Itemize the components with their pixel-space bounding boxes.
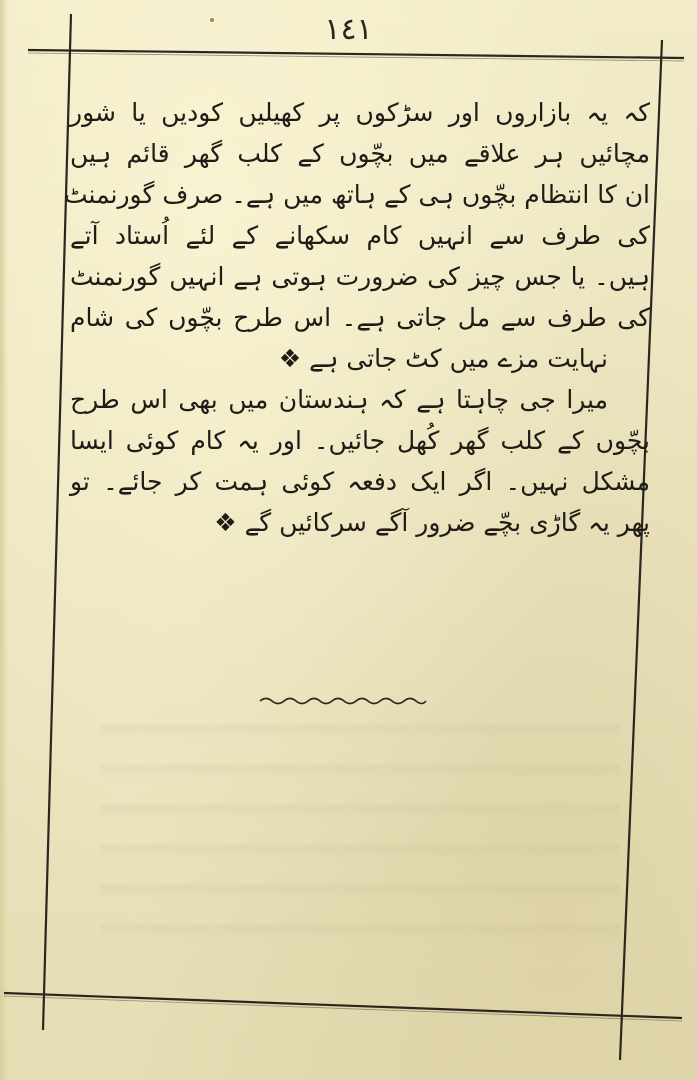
text-line: مشکل نہیں۔ اگر ایک دفعہ کوئی ہمت کر جائے۔ تو xyxy=(70,467,650,496)
text-line: پھر یہ گاڑی بچّے ضرور آگے سرکائیں گے ❖ xyxy=(214,508,650,537)
frame-left-rule xyxy=(43,14,71,1030)
text-line: کی طرف سے انہیں کام سکھانے کے لئے اُستاد آتے xyxy=(70,221,650,250)
page-number: ١٤١ xyxy=(324,12,373,47)
body-text xyxy=(63,92,650,543)
text-line: ہیں۔ یا جس چیز کی ضرورت ہوتی ہے انہیں گورنمنٹ xyxy=(70,262,650,291)
text-line: نہایت مزے میں کٹ جاتی ہے ❖ xyxy=(278,344,608,373)
text-line: کی طرف سے مل جاتی ہے۔ اس طرح بچّوں کی شام xyxy=(70,303,650,332)
text-line: میرا جی چاہتا ہے کہ ہندستان میں بھی اس طرح xyxy=(70,385,608,414)
text-line: بچّوں کے کلب گھر کُھل جائیں۔ اور یہ کام کوئی ایسا xyxy=(70,426,650,455)
frame-bottom-rule-shadow xyxy=(4,996,682,1021)
frame-bottom-rule xyxy=(4,993,682,1018)
text-line: ان کا انتظام بچّوں ہی کے ہاتھ میں ہے۔ صرف گورنمنٹ xyxy=(63,180,650,209)
text-line: کہ یہ بازاروں اور سڑکوں پر کھیلیں کودیں یا شور xyxy=(70,98,650,127)
wavy-divider xyxy=(258,694,428,708)
text-line: مچائیں ہر علاقے میں بچّوں کے کلب گھر قائم ہیں xyxy=(70,139,650,168)
